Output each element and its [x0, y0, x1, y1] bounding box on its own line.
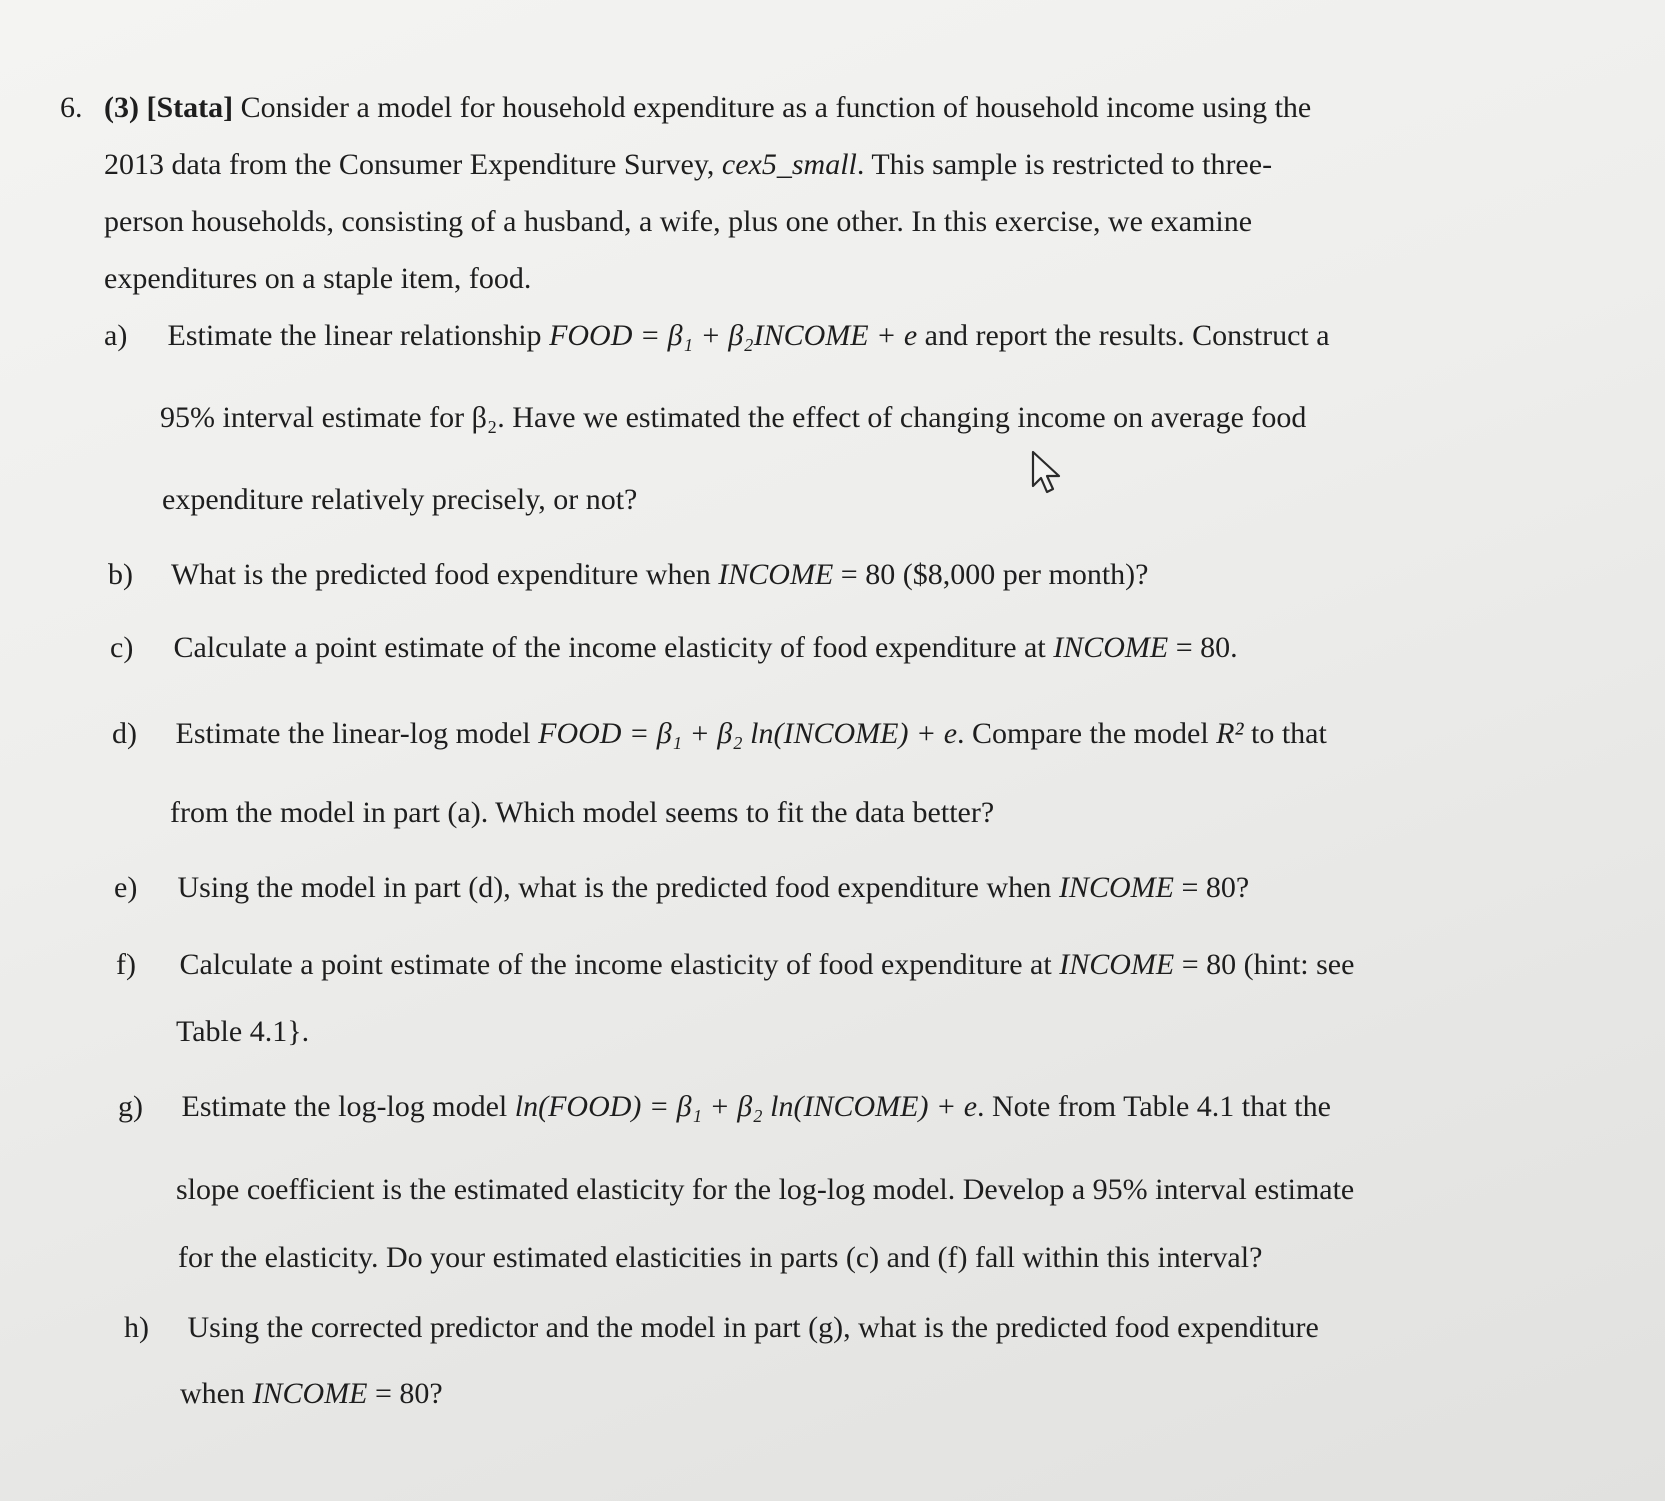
question-line-2: 2013 data from the Consumer Expenditure Survey, cex5_small. This sample is restricted to three- [104, 148, 1273, 181]
question-intro-1: Consider a model for household expenditure as a function of household income using the [240, 91, 1312, 124]
part-c-line-1: c) Calculate a point estimate of the income elasticity of food expenditure at INCOME = 80. [110, 628, 1238, 668]
beta-2: β₂ [471, 401, 498, 434]
equation-linear-log: FOOD = β₁ + β₂ ln(INCOME) + e [538, 717, 958, 750]
question-points: (3) [104, 91, 139, 124]
part-e-line-1: e) Using the model in part (d), what is the predicted food expenditure when INCOME = 80? [114, 868, 1249, 908]
part-c-label: c) [110, 631, 134, 664]
question-line-1 [60, 88, 1311, 128]
part-h-line-2: when INCOME = 80? [180, 1377, 443, 1410]
part-h-line-1: h) Using the corrected predictor and the model in part (g), what is the predicted food expenditure [124, 1308, 1319, 1348]
part-a-line-3: expenditure relatively precisely, or not? [162, 483, 638, 516]
part-a-line-2: 95% interval estimate for β₂. Have we estimated the effect of changing income on average food [160, 401, 1307, 434]
part-b-label: b) [108, 558, 133, 591]
part-e-label: e) [114, 871, 138, 904]
r-squared: R² [1216, 717, 1244, 750]
part-d-label: d) [112, 717, 137, 750]
mouse-pointer-icon [1030, 450, 1064, 496]
part-f-line-1: f) Calculate a point estimate of the income elasticity of food expenditure at INCOME = 80 (hint: see [116, 945, 1354, 985]
part-f-label: f) [116, 948, 136, 981]
dataset-name: cex5_small [721, 148, 857, 181]
question-line-4: expenditures on a staple item, food. [104, 262, 532, 295]
part-g-label: g) [118, 1090, 143, 1123]
part-d-line-2: from the model in part (a). Which model seems to fit the data better? [170, 796, 995, 829]
question-number: 6. [60, 91, 83, 124]
part-h-label: h) [124, 1311, 149, 1344]
part-g-line-2: slope coefficient is the estimated elasticity for the log-log model. Develop a 95% interval estimate [176, 1173, 1355, 1206]
part-g-line-1: g) Estimate the log-log model ln(FOOD) = β₁ + β₂ ln(INCOME) + e. Note from Table 4.1 that the [118, 1087, 1331, 1127]
part-d-line-1: d) Estimate the linear-log model FOOD = β₁ + β₂ ln(INCOME) + e. Compare the model R² to that [112, 714, 1327, 754]
question-line-3: person households, consisting of a husband, a wife, plus one other. In this exercise, we examine [104, 205, 1253, 238]
question-tag: [Stata] [146, 91, 234, 124]
part-f-line-2: Table 4.1}. [176, 1015, 310, 1048]
part-a-line-1: a) Estimate the linear relationship FOOD = β₁ + β₂INCOME + e and report the results. Construct a [104, 316, 1330, 356]
equation-linear: FOOD = β₁ + β₂INCOME + e [549, 319, 918, 352]
part-b-line-1: b) What is the predicted food expenditure when INCOME = 80 ($8,000 per month)? [108, 555, 1148, 595]
part-g-line-3: for the elasticity. Do your estimated elasticities in parts (c) and (f) fall within this interval? [178, 1241, 1263, 1274]
part-a-label: a) [104, 319, 128, 352]
equation-log-log: ln(FOOD) = β₁ + β₂ ln(INCOME) + e [514, 1090, 978, 1123]
